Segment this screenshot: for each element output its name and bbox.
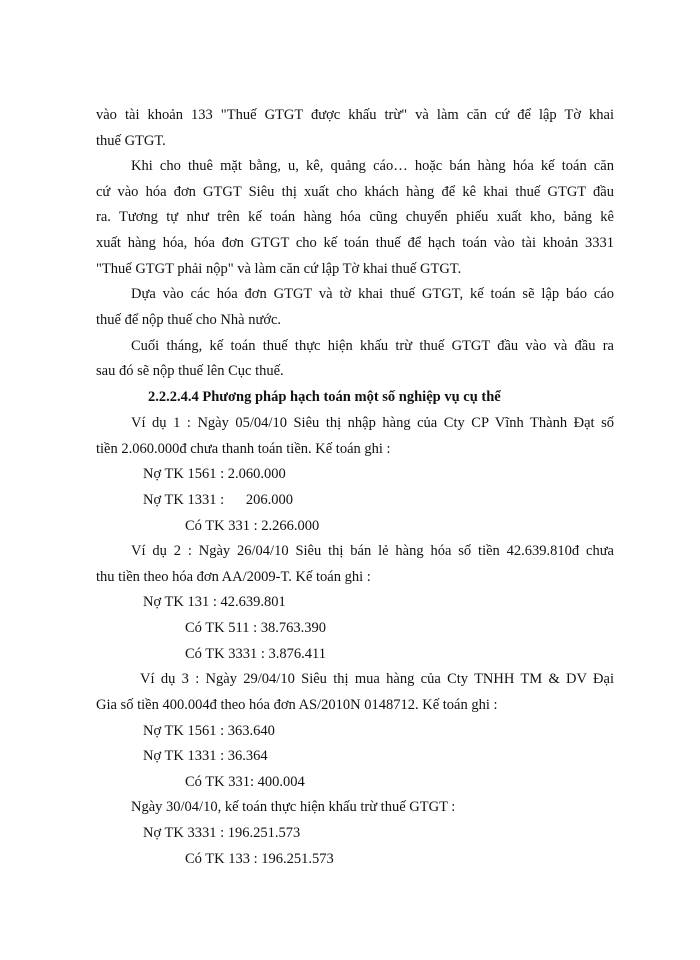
paragraph-line: Khi cho thuê mặt bằng, u, kê, quảng cáo… hoặc bán hàng hóa kế toán căn <box>131 158 614 174</box>
section-heading: 2.2.2.4.4 Phương pháp hạch toán một số nghiệp vụ cụ thể <box>148 389 501 405</box>
example-line: Ngày 30/04/10, kế toán thực hiện khấu trừ thuế GTGT : <box>131 799 456 815</box>
journal-entry: Nợ TK 1561 : 2.060.000 <box>143 466 286 482</box>
example-line: Ví dụ 2 : Ngày 26/04/10 Siêu thị bán lẻ hàng hóa số tiền 42.639.810đ chưa <box>131 543 614 559</box>
journal-entry: Nợ TK 3331 : 196.251.573 <box>143 825 301 841</box>
paragraph-line: xuất hàng hóa, hóa đơn GTGT cho kế toán thuế để hạch toán vào tài khoản 3331 <box>96 235 614 251</box>
paragraph-line: vào tài khoản 133 "Thuế GTGT được khấu trừ" và làm căn cứ để lập Tờ khai <box>96 107 614 123</box>
example-line: tiền 2.060.000đ chưa thanh toán tiền. Kế toán ghi : <box>96 441 391 457</box>
example-line: thu tiền theo hóa đơn AA/2009-T. Kế toán ghi : <box>96 569 371 585</box>
journal-entry: Có TK 133 : 196.251.573 <box>185 851 334 867</box>
journal-entry: Có TK 331 : 2.266.000 <box>185 518 320 534</box>
example-line: Ví dụ 3 : Ngày 29/04/10 Siêu thị mua hàng của Cty TNHH TM & DV Đại <box>140 671 614 687</box>
paragraph-line: Dựa vào các hóa đơn GTGT và tờ khai thuế GTGT, kế toán sẽ lập báo cáo <box>131 286 614 302</box>
journal-entry: Nợ TK 131 : 42.639.801 <box>143 594 286 610</box>
paragraph-line: ra. Tương tự như trên kế toán hàng hóa cũng chuyển phiếu xuất kho, bảng kê <box>96 209 614 225</box>
example-line: Ví dụ 1 : Ngày 05/04/10 Siêu thị nhập hàng của Cty CP Vĩnh Thành Đạt số <box>131 415 614 431</box>
journal-entry: Có TK 511 : 38.763.390 <box>185 620 326 636</box>
paragraph-line: sau đó sẽ nộp thuế lên Cục thuế. <box>96 363 284 379</box>
journal-entry: Nợ TK 1331 : 36.364 <box>143 748 268 764</box>
journal-entry: Có TK 3331 : 3.876.411 <box>185 646 326 662</box>
paragraph-line: thuế để nộp thuế cho Nhà nước. <box>96 312 282 328</box>
journal-entry: Nợ TK 1331 : 206.000 <box>143 492 293 508</box>
paragraph-line: thuế GTGT. <box>96 133 166 149</box>
paragraph-line: "Thuế GTGT phải nộp" và làm căn cứ lập Tờ khai thuế GTGT. <box>96 261 462 277</box>
journal-entry: Nợ TK 1561 : 363.640 <box>143 723 275 739</box>
example-line: Gia số tiền 400.004đ theo hóa đơn AS/2010N 0148712. Kế toán ghi : <box>96 697 498 713</box>
journal-entry: Có TK 331: 400.004 <box>185 774 305 790</box>
paragraph-line: cứ vào hóa đơn GTGT Siêu thị xuất cho khách hàng để kê khai thuế GTGT đầu <box>96 184 614 200</box>
paragraph-line: Cuối tháng, kế toán thuế thực hiện khấu trừ thuế GTGT đầu vào và đầu ra <box>131 338 614 354</box>
